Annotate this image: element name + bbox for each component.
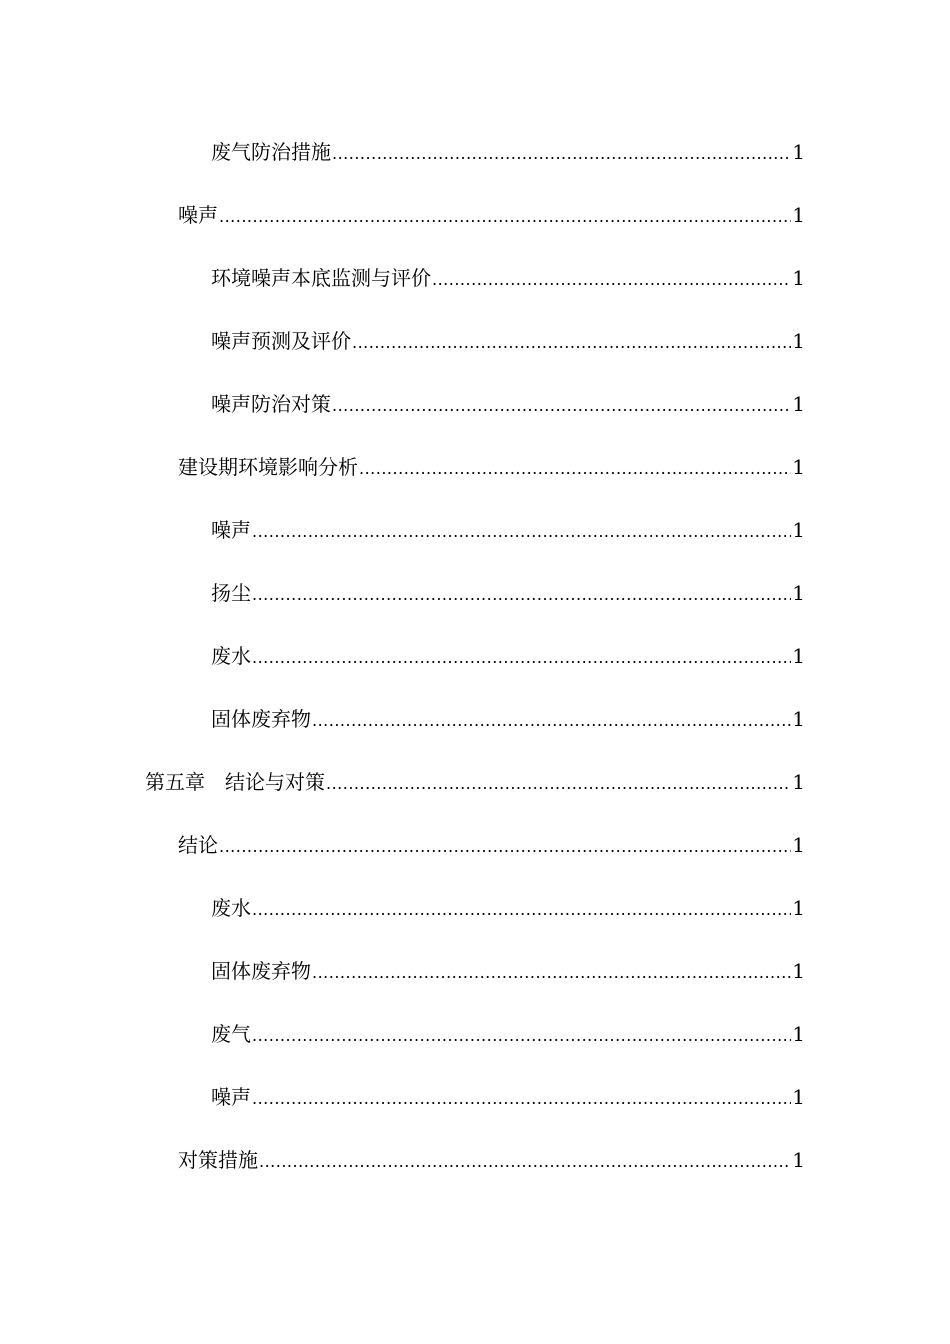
toc-page-number: 1 bbox=[792, 329, 805, 353]
toc-entry[interactable] bbox=[211, 573, 805, 613]
toc-page-number: 1 bbox=[792, 1148, 805, 1172]
toc-entry[interactable] bbox=[211, 258, 805, 298]
toc-dot-leader bbox=[252, 1079, 791, 1119]
toc-entry-label: 废气防治措施 bbox=[211, 140, 331, 164]
toc-entry-label: 废气 bbox=[211, 1022, 251, 1046]
toc-entry-label: 废水 bbox=[211, 644, 251, 668]
toc-dot-leader bbox=[312, 701, 791, 741]
toc-dot-leader bbox=[312, 953, 791, 993]
toc-page-number: 1 bbox=[792, 1085, 805, 1109]
toc-entry[interactable] bbox=[211, 510, 805, 550]
toc-dot-leader bbox=[219, 197, 791, 237]
toc-entry-label: 扬尘 bbox=[211, 581, 251, 605]
toc-entry[interactable] bbox=[211, 1014, 805, 1054]
toc-entry-label: 对策措施 bbox=[178, 1148, 258, 1172]
toc-entry-label: 结论 bbox=[178, 833, 218, 857]
toc-page-number: 1 bbox=[792, 959, 805, 983]
toc-entry[interactable] bbox=[178, 447, 805, 487]
toc-entry[interactable] bbox=[211, 888, 805, 928]
toc-dot-leader bbox=[432, 260, 791, 300]
toc-entry[interactable] bbox=[211, 321, 805, 361]
toc-dot-leader bbox=[352, 323, 791, 363]
toc-dot-leader bbox=[219, 827, 791, 867]
toc-page-number: 1 bbox=[792, 1022, 805, 1046]
toc-entry[interactable] bbox=[178, 1140, 805, 1180]
toc-entry-label: 噪声 bbox=[211, 1085, 251, 1109]
toc-page-number: 1 bbox=[792, 518, 805, 542]
toc-page-number: 1 bbox=[792, 581, 805, 605]
toc-entry[interactable] bbox=[211, 636, 805, 676]
toc-page-number: 1 bbox=[792, 455, 805, 479]
toc-entry[interactable] bbox=[211, 132, 805, 172]
toc-entry-label: 固体废弃物 bbox=[211, 959, 311, 983]
toc-page-number: 1 bbox=[792, 896, 805, 920]
toc-entry-label: 第五章 结论与对策 bbox=[145, 770, 325, 794]
toc-page-number: 1 bbox=[792, 644, 805, 668]
toc-entry[interactable] bbox=[211, 384, 805, 424]
toc-page-number: 1 bbox=[792, 707, 805, 731]
toc-dot-leader bbox=[332, 134, 791, 174]
toc-page-number: 1 bbox=[792, 203, 805, 227]
toc-entry[interactable] bbox=[211, 699, 805, 739]
toc-page-number: 1 bbox=[792, 392, 805, 416]
toc-entry-label: 噪声预测及评价 bbox=[211, 329, 351, 353]
toc-dot-leader bbox=[252, 890, 791, 930]
toc-entry-chapter[interactable] bbox=[145, 762, 805, 802]
toc-dot-leader bbox=[259, 1142, 791, 1182]
toc-dot-leader bbox=[252, 575, 791, 615]
toc-dot-leader bbox=[359, 449, 791, 489]
toc-entry-label: 建设期环境影响分析 bbox=[178, 455, 358, 479]
toc-dot-leader bbox=[252, 638, 791, 678]
toc-entry[interactable] bbox=[211, 1077, 805, 1117]
toc-page-number: 1 bbox=[792, 266, 805, 290]
toc-page-number: 1 bbox=[792, 770, 805, 794]
toc-dot-leader bbox=[332, 386, 791, 426]
toc-dot-leader bbox=[252, 512, 791, 552]
toc-entry[interactable] bbox=[211, 951, 805, 991]
toc-entry[interactable] bbox=[178, 825, 805, 865]
toc-entry-label: 噪声防治对策 bbox=[211, 392, 331, 416]
toc-entry-label: 固体废弃物 bbox=[211, 707, 311, 731]
toc-entry-label: 噪声 bbox=[178, 203, 218, 227]
toc-dot-leader bbox=[252, 1016, 791, 1056]
toc-dot-leader bbox=[326, 764, 791, 804]
toc-page-number: 1 bbox=[792, 833, 805, 857]
toc-entry[interactable] bbox=[178, 195, 805, 235]
toc-entry-label: 环境噪声本底监测与评价 bbox=[211, 266, 431, 290]
toc-page-number: 1 bbox=[792, 140, 805, 164]
toc-entry-label: 废水 bbox=[211, 896, 251, 920]
toc-entry-label: 噪声 bbox=[211, 518, 251, 542]
